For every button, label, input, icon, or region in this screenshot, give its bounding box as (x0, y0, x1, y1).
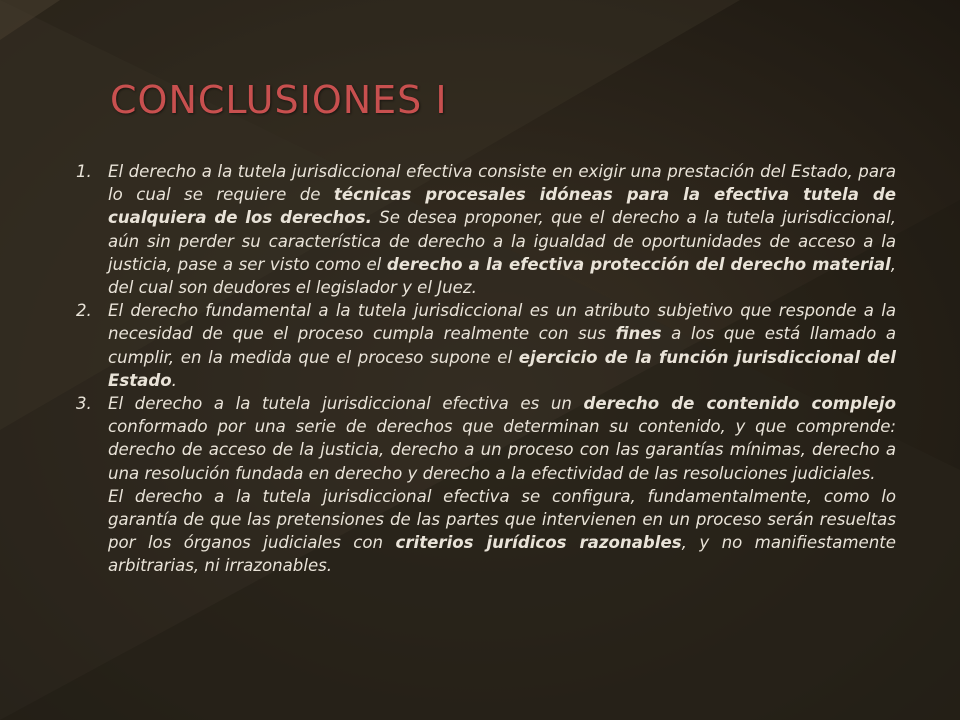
emphasis-text: derecho de contenido complejo (583, 394, 896, 414)
conclusion-item-3 (76, 392, 896, 485)
emphasis-text: fines (615, 324, 662, 344)
slide-title: CONCLUSIONES I (110, 78, 448, 122)
closing-paragraph (76, 485, 896, 578)
item-text: conformado por una serie de derechos que determinan su contenido, y que comprende: derecho de acceso de la justicia, derecho a un proceso con las garantías mínimas, derecho a una resolución fundada en derecho y derecho a la efectividad de las resoluciones judiciales. (108, 417, 896, 483)
emphasis-text: técnicas procesales idóneas para la efectiva tutela de cualquiera de los derechos. (108, 185, 896, 228)
item-text: El derecho fundamental a la tutela jurisdiccional es un atributo subjetivo que responde a la necesidad de que el proceso cumpla realmente con sus (108, 301, 896, 344)
conclusion-item-2 (76, 299, 896, 392)
item-text: a los que está llamado a cumplir, en la medida que el proceso supone el (108, 324, 896, 367)
item-number: 1. (76, 162, 92, 181)
item-text: El derecho a la tutela jurisdiccional efectiva es un (108, 394, 584, 414)
item-text: , del cual son deudores el legislador y el Juez. (108, 254, 896, 298)
item-number: 3. (76, 394, 92, 414)
slide-body (76, 160, 896, 578)
emphasis-text: derecho a la efectiva protección del derecho material (386, 254, 891, 274)
closing-text: El derecho a la tutela jurisdiccional efectiva se configura, fundamentalmente, como lo garantía de que las pretensiones de las partes que intervienen en un proceso serán resueltas por los órganos judiciales con (108, 486, 896, 553)
item-text: Se desea proponer, que el derecho a la tutela jurisdiccional, aún sin perder su característica de derecho a la igualdad de oportunidades de acceso a la justicia, pase a ser visto como el (108, 208, 896, 274)
emphasis-text: criterios jurídicos razonables (395, 533, 682, 553)
item-number: 2. (76, 301, 92, 321)
conclusion-item-1 (76, 160, 896, 299)
emphasis-text: ejercicio de la función jurisdiccional del Estado (108, 347, 896, 390)
closing-text: , y no manifiestamente arbitrarias, ni irrazonables. (108, 533, 897, 576)
item-text: El derecho a la tutela jurisdiccional efectiva consiste en exigir una prestación del Estado, para lo cual se requiere de (108, 162, 896, 205)
item-text: . (171, 370, 177, 390)
